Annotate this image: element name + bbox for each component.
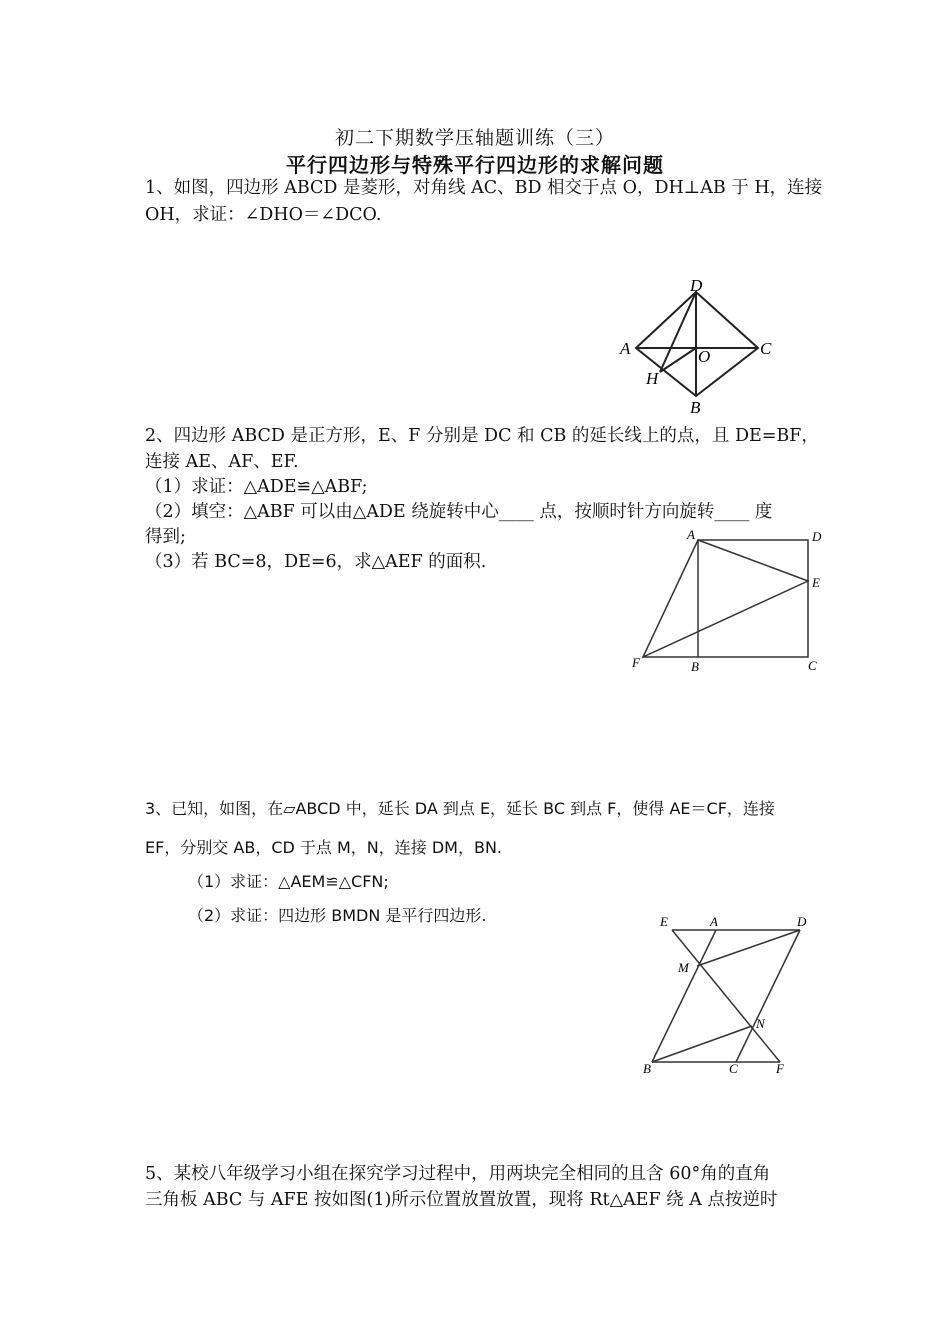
q3-text-line-4: （2）求证：四边形 BMDN 是平行四边形. (188, 906, 487, 925)
label-o: O (698, 347, 711, 366)
q3-parallelogram-figure (635, 910, 815, 1080)
q5-text-line-1: 5、某校八年级学习小组在探究学习过程中，用两块完全相同的且含 60°角的直角 (145, 1164, 771, 1184)
label-n: N (756, 1016, 765, 1031)
q2-text-line-2: 连接 AE、AF、EF. (145, 452, 299, 472)
q2-text-line-5: 得到; (145, 527, 186, 547)
label-a: A (620, 339, 631, 358)
label-c: C (729, 1061, 738, 1076)
label-d: D (812, 529, 822, 544)
q1-text-line-2: OH，求证：∠DHO＝∠DCO. (145, 205, 382, 225)
label-c: C (760, 339, 772, 358)
segment-ef (672, 930, 780, 1062)
label-e: E (812, 575, 820, 590)
q3-text-line-3: （1）求证：△AEM≌△CFN; (188, 872, 389, 891)
q5-text-line-2: 三角板 ABC 与 AFE 按如图(1)所示位置放置放置，现将 Rt△AEF 绕 A 点按逆时 (145, 1190, 778, 1210)
q2-text-line-1: 2、四边形 ABCD 是正方形，E、F 分别是 DC 和 CB 的延长线上的点，且 DE=BF， (145, 426, 819, 446)
label-c: C (808, 658, 817, 673)
q3-text-line-1: 3、已知，如图，在▱ABCD 中，延长 DA 到点 E，延长 BC 到点 F，使得 AE＝CF，连接 (145, 799, 775, 818)
page-title: 初二下期数学压轴题训练（三） (334, 127, 615, 149)
label-a: A (710, 914, 718, 929)
triangle-aef (643, 540, 808, 657)
q3-text-line-2: EF，分别交 AB，CD 于点 M，N，连接 DM，BN. (145, 838, 503, 857)
q1-rhombus-figure (610, 272, 780, 417)
label-d: D (797, 914, 807, 929)
label-d: D (690, 276, 703, 295)
page-subtitle: 平行四边形与特殊平行四边形的求解问题 (286, 153, 664, 177)
q2-text-line-3: （1）求证：△ADE≌△ABF; (145, 477, 368, 497)
square-abcd (698, 540, 808, 657)
label-f: F (632, 655, 640, 670)
label-b: B (690, 398, 701, 417)
label-m: M (678, 960, 689, 975)
label-a: A (687, 527, 695, 542)
label-e: E (660, 914, 668, 929)
label-h: H (646, 369, 659, 388)
label-f: F (776, 1061, 784, 1076)
q1-text-line-1: 1、如图，四边形 ABCD 是菱形，对角线 AC、BD 相交于点 O，DH⊥AB 于 H，连接 (145, 178, 823, 198)
label-b: B (691, 659, 699, 674)
label-b: B (643, 1061, 651, 1076)
q2-text-line-6: （3）若 BC=8，DE=6，求△AEF 的面积. (145, 552, 487, 572)
q2-text-line-4: （2）填空：△ABF 可以由△ADE 绕旋转中心____ 点，按顺时针方向旋转____ 度 (145, 502, 773, 522)
q2-square-figure (625, 525, 835, 675)
